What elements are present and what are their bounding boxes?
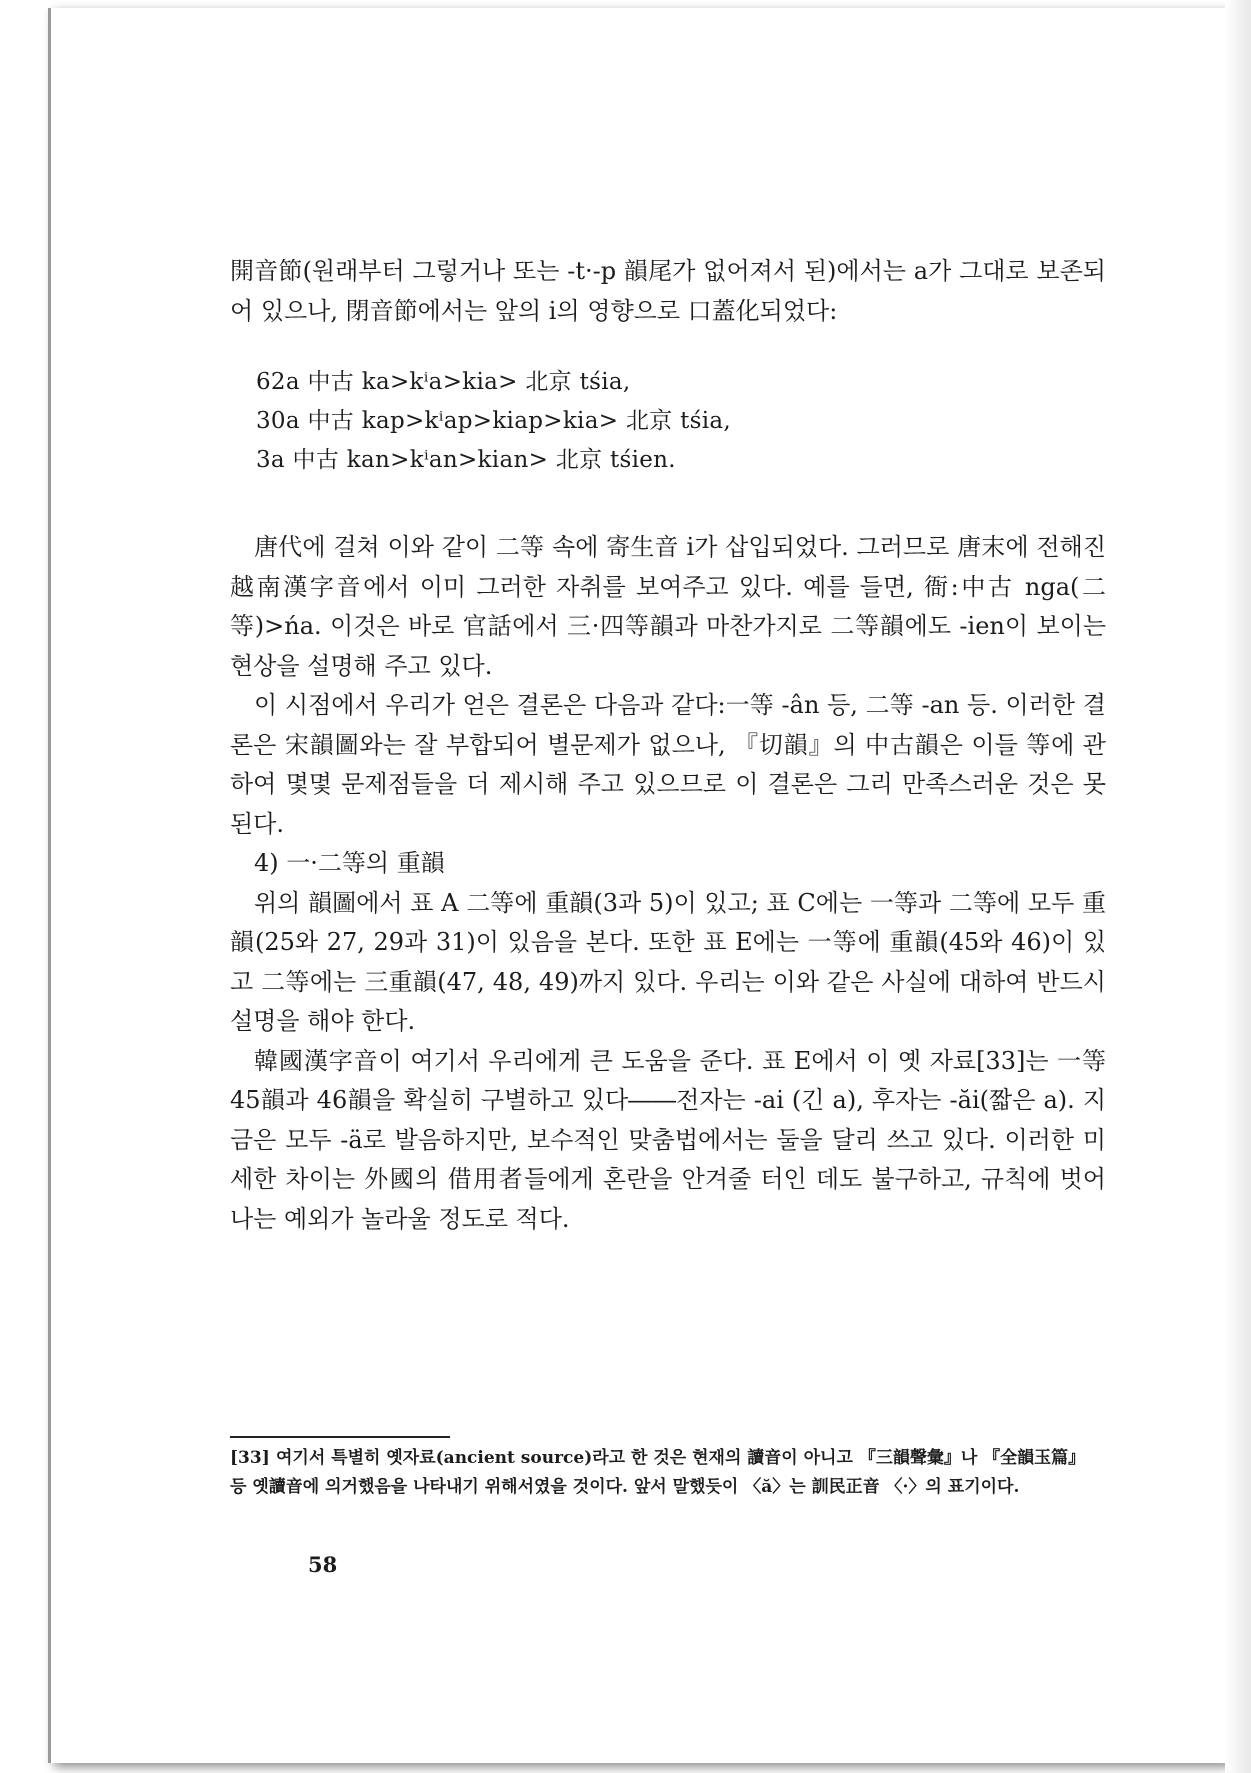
paragraph-conclusion: 이 시점에서 우리가 얻은 결론은 다음과 같다:一等 -ân 등, 二等 -an 등. 이러한 결론은 宋韻圖와는 잘 부합되어 별문제가 없으나, 『切韻』의 中古韻은 이들 等에 관하여 몇몇 문제점들을 더 제시해 주고 있으므로 이 결론은 그리 만족스러운 것은 못 된다. bbox=[230, 691, 1106, 838]
derivation-30a: 30a 中古 kap>kⁱap>kiap>kia> 北京 tśia, bbox=[256, 408, 732, 434]
body-text bbox=[230, 252, 1106, 1239]
derivation-list bbox=[256, 363, 1106, 480]
derivation-62a: 62a 中古 ka>kⁱa>kia> 北京 tśia, bbox=[256, 369, 631, 395]
footnote-divider bbox=[230, 1436, 450, 1438]
derivation-3a: 3a 中古 kan>kⁱan>kian> 北京 tśien. bbox=[256, 447, 676, 473]
paragraph-tang-dynasty: 唐代에 걸쳐 이와 같이 二等 속에 寄生音 i가 삽입되었다. 그러므로 唐末에 전해진 越南漢字音에서 이미 그러한 자취를 보여주고 있다. 예를 들면, 衙:中古 nga(二等)>ńa. 이것은 바로 官話에서 三·四等韻과 마찬가지로 二等韻에도 -ien이 보이는 현상을 설명해 주고 있다. bbox=[230, 533, 1106, 680]
footnote bbox=[230, 1444, 1106, 1502]
footnote-mark: [33] bbox=[230, 1448, 270, 1468]
paragraph-open-syllable: 開音節(원래부터 그렇거나 또는 -t·-p 韻尾가 없어져서 된)에서는 a가 그대로 보존되어 있으나, 閉音節에서는 앞의 i의 영향으로 口蓋化되었다: bbox=[230, 257, 1106, 325]
footnote-text: 여기서 특별히 옛자료(ancient source)라고 한 것은 현재의 讀音이 아니고 『三韻聲彙』나 『全韻玉篇』 등 옛讀音에 의거했음을 나타내기 위해서였을 것이다. 앞서 말했듯이 〈ă〉는 訓民正音 〈·〉의 표기이다. bbox=[230, 1448, 1086, 1497]
page-edge-shadow bbox=[1225, 0, 1251, 1773]
page-number: 58 bbox=[308, 1552, 338, 1577]
paragraph-rhyme-tables: 위의 韻圖에서 표 A 二等에 重韻(3과 5)이 있고; 표 C에는 一等과 二等에 모두 重韻(25와 27, 29과 31)이 있음을 본다. 또한 표 E에는 一等에 重韻(45와 46)이 있고 二等에는 三重韻(47, 48, 49)까지 있다. 우리는 이와 같은 사실에 대하여 반드시 설명을 해야 한다. bbox=[230, 888, 1106, 1035]
footnote-body bbox=[230, 1444, 1106, 1502]
paragraph-korean-readings: 韓國漢字音이 여기서 우리에게 큰 도움을 준다. 표 E에서 이 옛 자료[33]는 一等 45韻과 46韻을 확실히 구별하고 있다――전자는 -ai (긴 a), 후자는 -ăi(짧은 a). 지금은 모두 -ä로 발음하지만, 보수적인 맞춤법에서는 둘을 달리 쓰고 있다. 이러한 미세한 차이는 外國의 借用者들에게 혼란을 안겨줄 터인 데도 불구하고, 규칙에 벗어나는 예외가 놀라울 정도로 적다. bbox=[230, 1046, 1106, 1233]
section-heading: 4) 一·二等의 重韻 bbox=[254, 849, 445, 877]
